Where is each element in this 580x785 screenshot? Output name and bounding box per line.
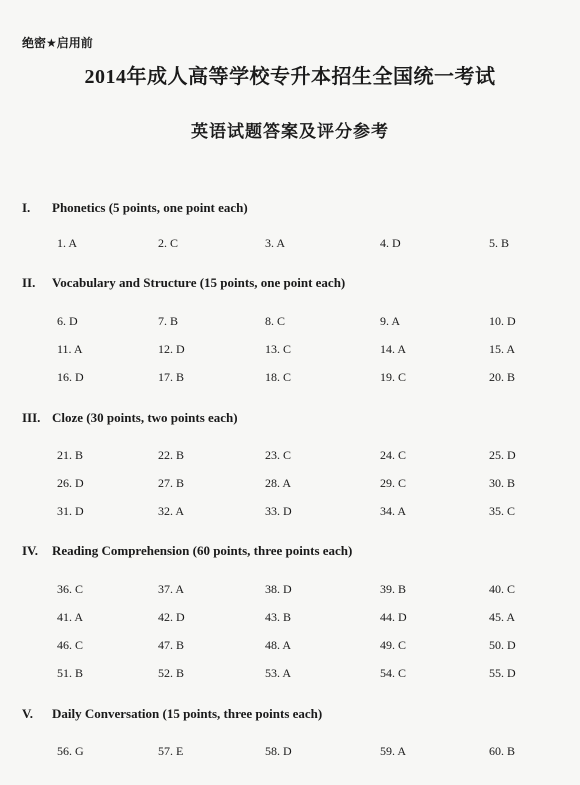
exam-subtitle: 英语试题答案及评分参考 (191, 122, 389, 142)
section-number: I. (22, 200, 31, 215)
answer-item: 17. B (158, 370, 185, 384)
answer-item: 58. D (265, 744, 292, 758)
answer-item: 8. C (265, 314, 286, 328)
answer-item: 26. D (57, 476, 84, 490)
answer-row (0, 582, 580, 598)
answer-item: 30. B (489, 476, 516, 490)
answer-item: 46. C (57, 638, 84, 652)
answer-item: 19. C (380, 370, 407, 384)
section-title: Phonetics (5 points, one point each) (52, 200, 248, 215)
answer-item: 3. A (265, 236, 286, 250)
answer-item: 11. A (57, 342, 83, 356)
answer-item: 4. D (380, 236, 401, 250)
answer-row (0, 370, 580, 386)
answer-item: 47. B (158, 638, 185, 652)
answer-row (0, 342, 580, 358)
answer-item: 50. D (489, 638, 516, 652)
answer-item: 22. B (158, 448, 185, 462)
exam-title: 2014年成人高等学校专升本招生全国统一考试 (84, 66, 496, 88)
answer-item: 34. A (380, 504, 407, 518)
section-title: Vocabulary and Structure (15 points, one point each) (52, 275, 346, 290)
answer-item: 2. C (158, 236, 179, 250)
answer-row (0, 744, 580, 760)
answer-item: 43. B (265, 610, 292, 624)
answer-item: 13. C (265, 342, 292, 356)
section-number: V. (22, 706, 33, 721)
section-heading (22, 275, 345, 291)
answer-item: 57. E (158, 744, 184, 758)
answer-item: 12. D (158, 342, 185, 356)
answer-item: 32. A (158, 504, 185, 518)
answer-item: 54. C (380, 666, 407, 680)
answer-item: 29. C (380, 476, 407, 490)
section-title: Reading Comprehension (60 points, three points each) (52, 543, 353, 558)
section-title: Daily Conversation (15 points, three points each) (52, 706, 323, 721)
section-heading (22, 706, 322, 722)
answer-item: 20. B (489, 370, 516, 384)
answer-item: 53. A (265, 666, 292, 680)
answer-item: 5. B (489, 236, 510, 250)
answer-row (0, 476, 580, 492)
answer-item: 52. B (158, 666, 185, 680)
answer-item: 31. D (57, 504, 84, 518)
answer-item: 42. D (158, 610, 185, 624)
section-number: IV. (22, 543, 39, 558)
answer-item: 18. C (265, 370, 292, 384)
answer-row (0, 314, 580, 330)
section-number: II. (22, 275, 36, 290)
answer-row (0, 610, 580, 626)
answer-item: 36. C (57, 582, 84, 596)
answer-item: 15. A (489, 342, 516, 356)
answer-item: 24. C (380, 448, 407, 462)
answer-item: 7. B (158, 314, 179, 328)
answer-item: 25. D (489, 448, 516, 462)
answer-item: 1. A (57, 236, 78, 250)
answer-item: 56. G (57, 744, 84, 758)
answer-item: 14. A (380, 342, 407, 356)
answer-item: 37. A (158, 582, 185, 596)
answer-item: 23. C (265, 448, 292, 462)
section-number: III. (22, 410, 41, 425)
answer-item: 55. D (489, 666, 516, 680)
confidential-label: 绝密★启用前 (22, 36, 93, 50)
answer-row (0, 638, 580, 654)
answer-item: 45. A (489, 610, 516, 624)
answer-item: 38. D (265, 582, 292, 596)
answer-item: 6. D (57, 314, 78, 328)
answer-item: 59. A (380, 744, 407, 758)
answer-item: 39. B (380, 582, 407, 596)
answer-item: 10. D (489, 314, 516, 328)
answer-item: 21. B (57, 448, 84, 462)
answer-item: 60. B (489, 744, 516, 758)
answer-item: 49. C (380, 638, 407, 652)
answer-row (0, 666, 580, 682)
section-heading (22, 410, 238, 426)
answer-item: 48. A (265, 638, 292, 652)
answer-item: 9. A (380, 314, 401, 328)
answer-row (0, 448, 580, 464)
answer-row (0, 504, 580, 520)
answer-item: 41. A (57, 610, 84, 624)
section-heading (22, 543, 352, 559)
answer-item: 27. B (158, 476, 185, 490)
answer-item: 51. B (57, 666, 84, 680)
answer-row (0, 236, 580, 252)
answer-item: 40. C (489, 582, 516, 596)
answer-item: 35. C (489, 504, 516, 518)
answer-item: 28. A (265, 476, 292, 490)
answer-item: 44. D (380, 610, 407, 624)
answer-item: 33. D (265, 504, 292, 518)
section-heading (22, 200, 248, 216)
section-title: Cloze (30 points, two points each) (52, 410, 238, 425)
answer-item: 16. D (57, 370, 84, 384)
